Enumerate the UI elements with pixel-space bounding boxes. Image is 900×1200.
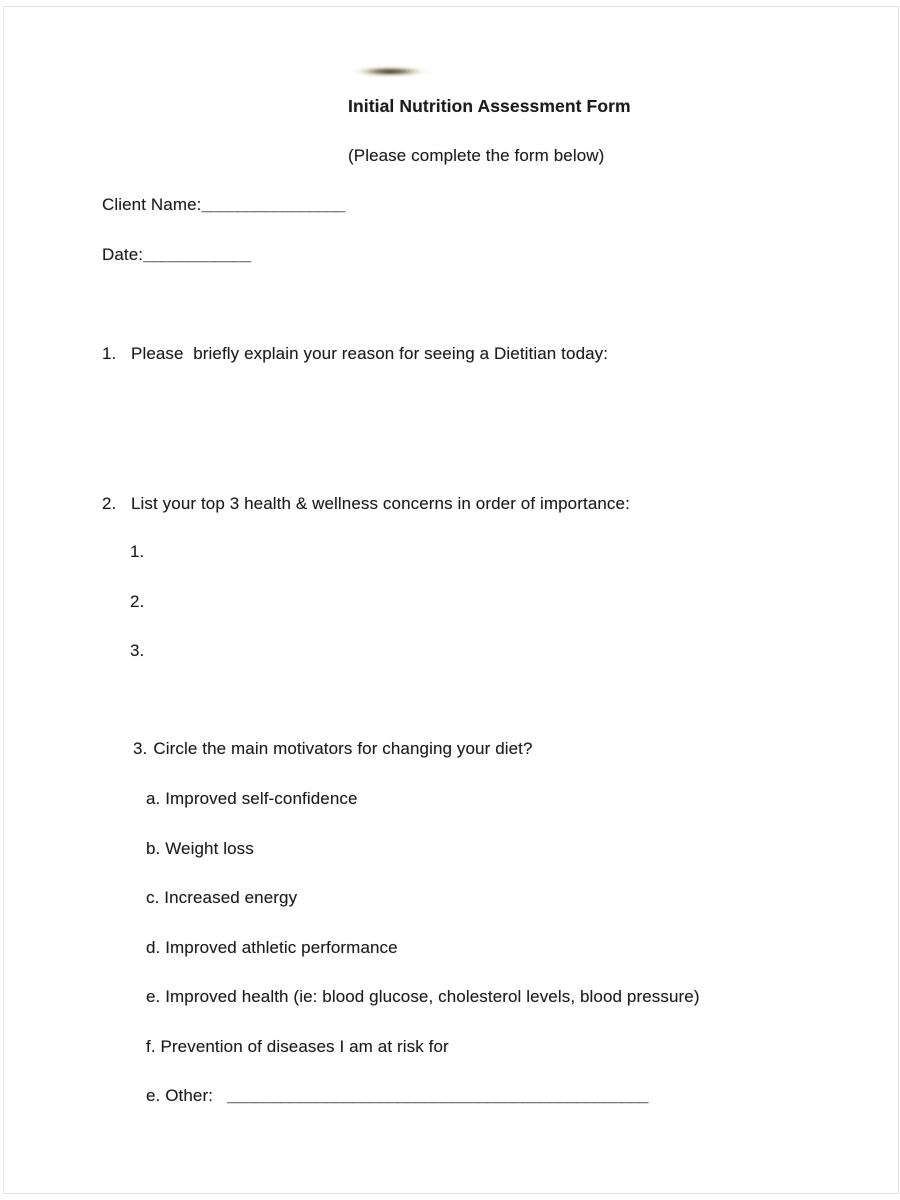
question-1 [102,343,608,365]
form-subtitle: (Please complete the form below) [348,146,605,165]
question-3-option-other-label: e. Other: [146,1086,214,1105]
question-1-number: 1. [102,344,117,363]
question-3-option-f: f. Prevention of diseases I am at risk for [146,1037,449,1056]
question-3-text: Circle the main motivators for changing your diet? [153,739,533,758]
question-3-option-a: a. Improved self-confidence [146,789,358,808]
question-3-option-d: d. Improved athletic performance [146,938,398,957]
client-name-field [102,194,345,216]
question-3-option-b: b. Weight loss [146,839,254,858]
date-blank-line: ____________ [143,245,251,264]
question-2-item-2: 2. [130,592,145,611]
question-3-option-e: e. Improved health (ie: blood glucose, cholesterol levels, blood pressure) [146,987,700,1006]
question-3-option-other [146,1085,648,1107]
date-label: Date: [102,245,144,264]
question-2-item-3: 3. [130,641,145,660]
question-3-option-c: c. Increased energy [146,888,298,907]
client-name-blank-line: ________________ [201,195,345,214]
client-name-label: Client Name: [102,195,202,214]
question-2-number: 2. [102,494,117,513]
question-2-item-1: 1. [130,542,145,561]
question-2-text: List your top 3 health & wellness concerns in order of importance: [131,494,630,513]
form-title: Initial Nutrition Assessment Form [348,96,631,116]
question-3-number: 3. [133,739,148,758]
question-1-text: Please briefly explain your reason for seeing a Dietitian today: [131,344,609,363]
date-field [102,244,251,266]
scan-smudge-artifact [344,64,436,79]
question-3 [133,738,533,760]
question-3-other-blank-line: _______________________________________________ [227,1086,648,1105]
question-2 [102,493,630,515]
